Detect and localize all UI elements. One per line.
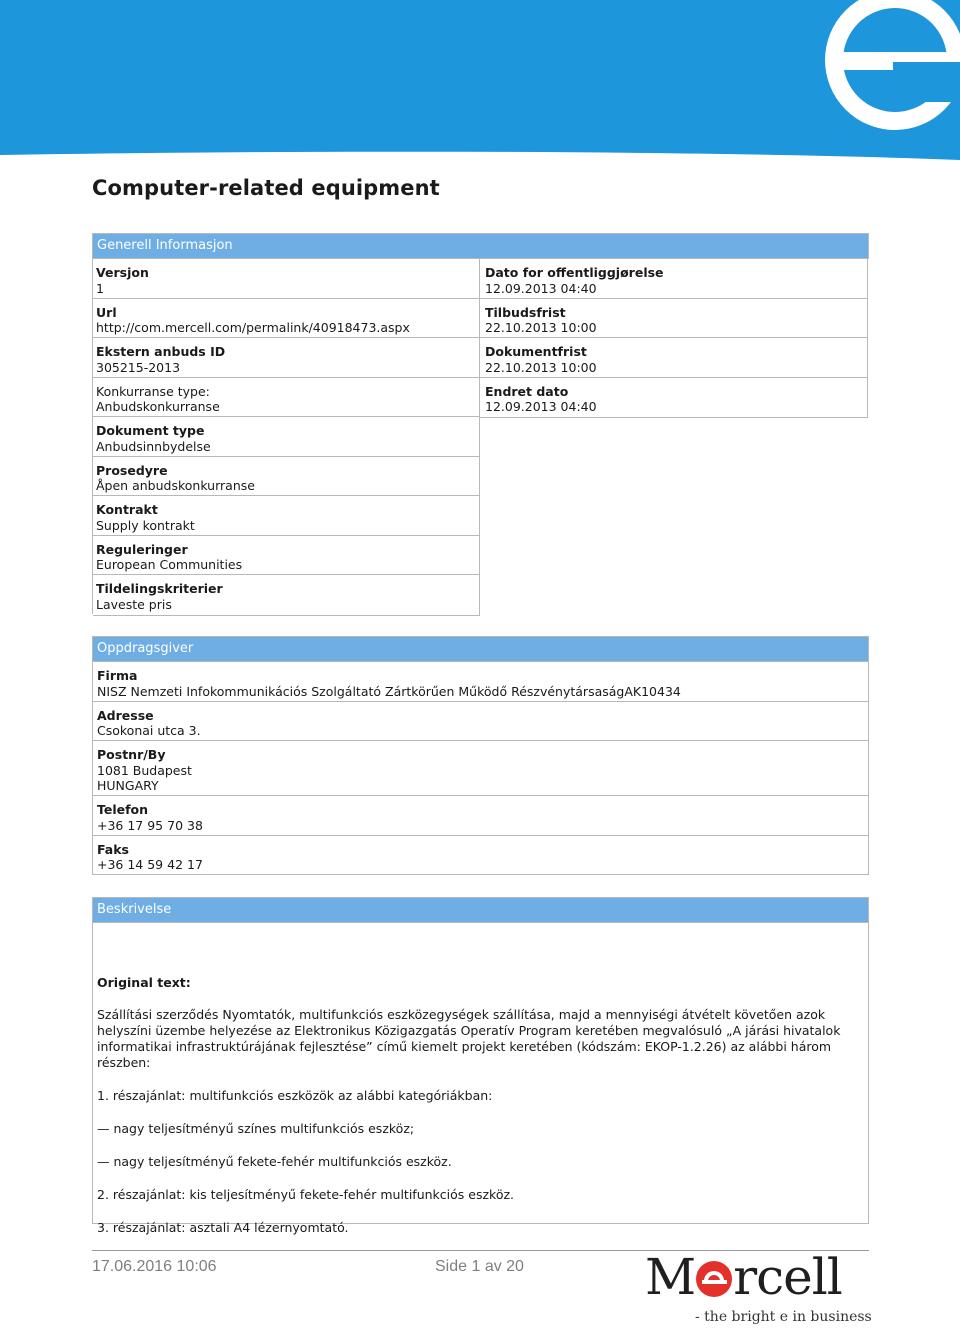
contracting-authority-section <box>92 636 869 875</box>
part-3-line: 3. részajánlat: asztali A4 lézernyomtató. <box>97 1220 349 1235</box>
part-2-line: 2. részajánlat: kis teljesítményű fekete-fehér multifunkciós eszköz. <box>97 1187 514 1202</box>
logo-red-e-icon <box>696 1261 732 1297</box>
procedure-value: Åpen anbudskonkurranse <box>96 478 255 493</box>
document-deadline-field <box>480 338 867 378</box>
url-label: Url <box>96 304 117 320</box>
description-paragraph: Szállítási szerződés Nyomtatók, multifunkciós eszközegységek szállítása, majd a mennyiségi átvételt követően azok helyszíni üzembe helyezése az Elektronikus Közigazgatás Operatív Program keretében megvalósuló „A járási hivatalok informatikai infrastruktúrájának fejlesztése” című kiemelt projekt keretében (kódszám: EKOP-1.2.26) az alábbi három részben: <box>97 1007 841 1070</box>
url-field <box>93 299 479 339</box>
phone-value: +36 17 95 70 38 <box>97 817 203 833</box>
footer-page-number: Side 1 av 20 <box>435 1258 524 1275</box>
document-deadline-value: 22.10.2013 10:00 <box>485 359 597 375</box>
phone-field <box>93 796 868 836</box>
part-1-line: 1. részajánlat: multifunkciós eszközök az alábbi kategóriákban: <box>97 1088 493 1103</box>
publication-date-label: Dato for offentliggjørelse <box>485 265 664 280</box>
address-label: Adresse <box>97 707 154 723</box>
header-band-graphic <box>0 0 960 160</box>
general-info-right-column <box>480 259 868 418</box>
url-link[interactable]: http://com.mercell.com/permalink/40918473.aspx <box>96 320 410 335</box>
publication-date-value: 12.09.2013 04:40 <box>485 280 597 296</box>
competition-type-field <box>93 378 479 418</box>
mercell-logo <box>645 1248 872 1326</box>
page-title: Computer-related equipment <box>92 176 440 200</box>
modified-date-field <box>480 378 867 418</box>
version-value: 1 <box>96 280 104 296</box>
award-criteria-value: Laveste pris <box>96 596 172 612</box>
logo-tagline: - the bright e in business <box>695 1309 872 1325</box>
contract-field <box>93 496 479 536</box>
tender-deadline-field <box>480 299 867 339</box>
contract-value: Supply kontrakt <box>96 517 195 533</box>
general-info-left-column <box>93 259 480 616</box>
footer-date: 17.06.2016 10:06 <box>92 1258 217 1275</box>
competition-type-value: Anbudskonkurranse <box>96 399 220 414</box>
regulations-value: European Communities <box>96 557 243 572</box>
company-field <box>93 662 868 702</box>
general-info-grid <box>93 259 869 615</box>
fax-label: Faks <box>97 841 129 857</box>
postal-city-value: 1081 Budapest <box>97 762 192 778</box>
description-heading: Beskrivelse <box>93 898 868 923</box>
document-type-field <box>93 417 479 457</box>
description-body <box>93 975 868 1236</box>
header-band <box>0 0 960 160</box>
version-label: Versjon <box>96 265 149 280</box>
contract-label: Kontrakt <box>96 502 158 517</box>
award-criteria-label: Tildelingskriterier <box>96 581 223 596</box>
general-info-section <box>92 233 869 614</box>
competition-type-label: Konkurranse type: <box>96 383 210 399</box>
mercell-logo-word: M rcell <box>645 1248 842 1306</box>
original-text-label: Original text: <box>97 975 191 990</box>
version-field <box>93 259 479 299</box>
award-criteria-field <box>93 575 479 615</box>
procedure-field <box>93 457 479 497</box>
address-value: Csokonai utca 3. <box>97 723 201 738</box>
postal-city-field <box>93 741 868 796</box>
bullet-1-line: — nagy teljesítményű színes multifunkciós eszköz; <box>97 1121 415 1136</box>
bullet-2-line: — nagy teljesítményű fekete-fehér multifunkciós eszköz. <box>97 1154 452 1169</box>
document-type-label: Dokument type <box>96 423 205 438</box>
section-border <box>92 233 93 614</box>
tender-deadline-label: Tilbudsfrist <box>485 304 566 320</box>
regulations-field <box>93 536 479 576</box>
company-label: Firma <box>97 668 138 683</box>
general-info-heading: Generell Informasjon <box>93 234 869 259</box>
contracting-authority-heading: Oppdragsgiver <box>93 637 868 662</box>
external-id-field <box>93 338 479 378</box>
phone-label: Telefon <box>97 802 149 817</box>
external-id-value: 305215-2013 <box>96 359 181 375</box>
postal-city-label: Postnr/By <box>97 747 166 762</box>
document-deadline-label: Dokumentfrist <box>485 344 587 359</box>
address-field <box>93 702 868 742</box>
modified-date-label: Endret dato <box>485 383 569 399</box>
fax-value: +36 14 59 42 17 <box>97 857 203 872</box>
modified-date-value: 12.09.2013 04:40 <box>485 399 597 414</box>
regulations-label: Reguleringer <box>96 541 188 557</box>
company-value: NISZ Nemzeti Infokommunikációs Szolgáltató Zártkörűen Működő RészvénytársaságAK10434 <box>97 683 681 699</box>
description-section <box>92 897 869 1235</box>
document-type-value: Anbudsinnbydelse <box>96 438 211 454</box>
publication-date-field <box>480 259 867 299</box>
procedure-label: Prosedyre <box>96 462 168 478</box>
tender-deadline-value: 22.10.2013 10:00 <box>485 320 597 335</box>
country-value: HUNGARY <box>97 778 159 793</box>
contracting-authority-rows <box>93 662 868 875</box>
external-id-label: Ekstern anbuds ID <box>96 344 226 359</box>
fax-field <box>93 836 868 876</box>
